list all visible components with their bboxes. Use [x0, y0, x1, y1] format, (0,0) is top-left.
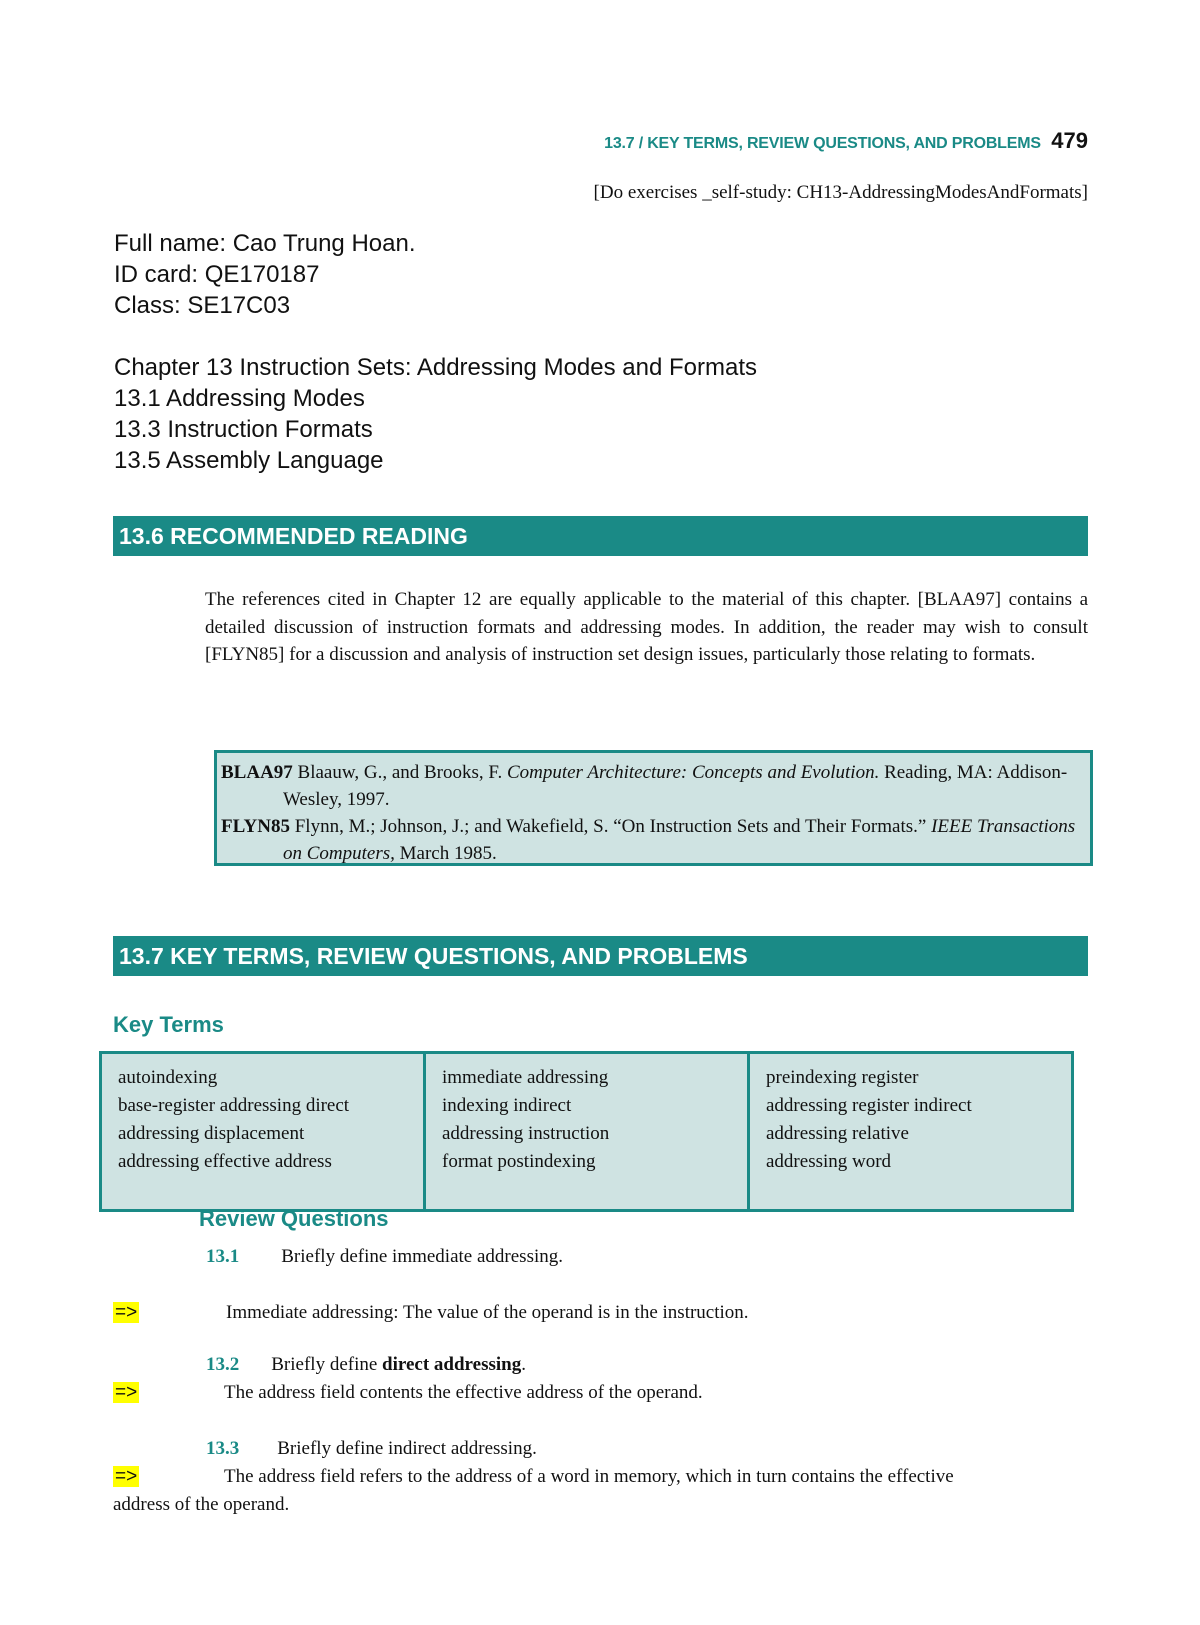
answer-marker: [113, 1466, 139, 1488]
question-number: 13.2: [206, 1354, 240, 1375]
answer-arrow: =>: [115, 1382, 138, 1403]
key-term: addressing displacement: [118, 1123, 305, 1144]
answer-arrow: =>: [115, 1302, 138, 1323]
key-term: addressing instruction: [442, 1123, 610, 1144]
key-terms-subheading: Key Terms: [113, 1012, 224, 1037]
chapter-topic: 13.1 Addressing Modes: [114, 385, 365, 412]
key-term: addressing register indirect: [766, 1095, 972, 1116]
answer-marker: [113, 1382, 139, 1404]
full-name: Full name: Cao Trung Hoan.: [114, 230, 416, 257]
section-heading-key-terms: 13.7 KEY TERMS, REVIEW QUESTIONS, AND PROBLEMS: [113, 936, 1088, 976]
chapter-title: Chapter 13 Instruction Sets: Addressing Modes and Formats: [114, 354, 757, 381]
reference-rest: March 1985.: [399, 843, 497, 864]
key-term: immediate addressing: [442, 1067, 609, 1088]
chapter-topic: 13.5 Assembly Language: [114, 447, 384, 474]
reference-key: FLYN85: [221, 816, 290, 837]
key-terms-column: [750, 1054, 1071, 1209]
question-bold-term: direct addressing: [382, 1354, 522, 1375]
reading-paragraph: The references cited in Chapter 12 are equally applicable to the material of this chapter. [BLAA97] contains a detailed discussion of instruction formats and addressing modes. In addition, the reader may wish to consult [FLYN85] for a discussion and analysis of instruction set design issues, particularly those relating to formats.: [205, 589, 1088, 665]
key-term: addressing word: [766, 1151, 892, 1172]
reference-entry: [221, 813, 1082, 867]
reference-title: Computer Architecture: Concepts and Evolution.: [506, 762, 880, 783]
question-13-1: [206, 1246, 563, 1268]
reference-entry: [221, 759, 1082, 813]
chapter-topic: 13.3 Instruction Formats: [114, 416, 373, 443]
key-term: preindexing register: [766, 1067, 919, 1088]
running-header: [604, 128, 1088, 154]
reference-title: IEEE Transactions on Computers,: [283, 816, 1076, 864]
answer-13-3-line2: address of the operand.: [113, 1494, 290, 1515]
question-text: Briefly define immediate addressing.: [281, 1246, 563, 1267]
key-term: base-register addressing direct: [118, 1095, 350, 1116]
answer-marker: [113, 1302, 139, 1324]
answer-arrow: =>: [115, 1466, 138, 1487]
answer-13-2: The address field contents the effective address of the operand.: [224, 1382, 703, 1403]
question-text: Briefly define: [271, 1354, 383, 1375]
exercise-note: [Do exercises _self-study: CH13-AddressingModesAndFormats]: [593, 182, 1088, 203]
reference-key: BLAA97: [221, 762, 293, 783]
key-terms-box: [99, 1051, 1074, 1212]
key-term: addressing effective address: [118, 1151, 332, 1172]
student-info: [114, 228, 757, 476]
reference-authors: Blaauw, G., and Brooks, F.: [297, 762, 503, 783]
key-terms-column: [426, 1054, 750, 1209]
question-number: 13.1: [206, 1246, 240, 1267]
key-term: indexing indirect: [442, 1095, 572, 1116]
review-questions-subheading: Review Questions: [199, 1206, 389, 1231]
references-box: [214, 750, 1093, 866]
running-title: 13.7 / KEY TERMS, REVIEW QUESTIONS, AND PROBLEMS: [604, 135, 1041, 152]
answer-13-1: Immediate addressing: The value of the operand is in the instruction.: [226, 1302, 749, 1323]
section-heading-reading: 13.6 RECOMMENDED READING: [113, 516, 1088, 556]
page-number: 479: [1051, 128, 1088, 153]
question-13-2: [206, 1354, 526, 1376]
question-number: 13.3: [206, 1438, 240, 1459]
question-13-3: [206, 1438, 537, 1460]
id-card: ID card: QE170187: [114, 261, 320, 288]
class-name: Class: SE17C03: [114, 292, 291, 319]
key-terms-column: [102, 1054, 426, 1209]
key-term: format postindexing: [442, 1151, 596, 1172]
key-term: autoindexing: [118, 1067, 218, 1088]
answer-13-3-line1: The address field refers to the address of a word in memory, which in turn contains the effective: [224, 1466, 954, 1487]
reference-rest: Reading, MA: Addison-Wesley, 1997.: [283, 762, 1068, 810]
question-text: Briefly define indirect addressing.: [277, 1438, 537, 1459]
reference-authors: Flynn, M.; Johnson, J.; and Wakefield, S. “On Instruction Sets and Their Formats.”: [294, 816, 927, 837]
key-term: addressing relative: [766, 1123, 909, 1144]
question-suffix: .: [521, 1354, 526, 1375]
